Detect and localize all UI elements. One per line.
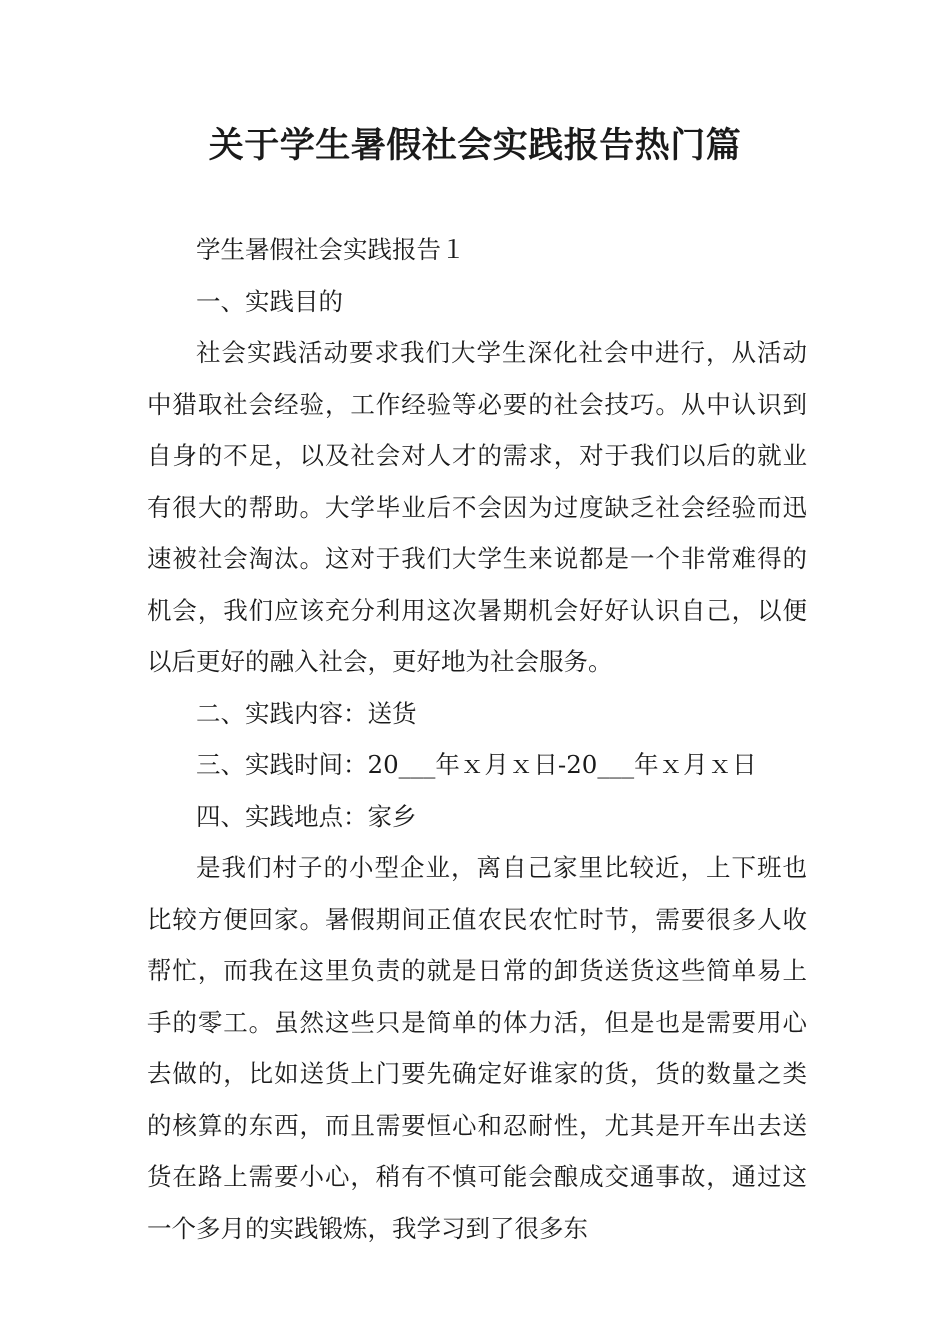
section-heading-location: 四、实践地点：家乡	[196, 801, 417, 831]
document-body	[147, 224, 807, 1254]
document-title: 关于学生暑假社会实践报告热门篇	[208, 126, 742, 166]
paragraph-details: 是我们村子的小型企业，离自己家里比较近，上下班也比较方便回家。暑假期间正值农民农忙时节，需要很多人收帮忙，而我在这里负责的就是日常的卸货送货这些简单易上手的零工。虽然这些只是简单的体力活，但是也是需要用心去做的，比如送货上门要先确定好谁家的货，货的数量之类的核算的东西，而且需要恒心和忍耐性，尤其是开车出去送货在路上需要小心，稍有不慎可能会酿成交通事故，通过这一个多月的实践锻炼，我学习到了很多东	[147, 853, 807, 1243]
section-heading-time: 三、实践时间：20___年ｘ月ｘ日-20___年ｘ月ｘ日	[196, 750, 757, 779]
report-subtitle: 学生暑假社会实践报告１	[196, 235, 466, 264]
paragraph-purpose: 社会实践活动要求我们大学生深化社会中进行，从活动中猎取社会经验，工作经验等必要的社会技巧。从中认识到自身的不足，以及社会对人才的需求，对于我们以后的就业有很大的帮助。大学毕业后不会因为过度缺乏社会经验而迅速被社会淘汰。这对于我们大学生来说都是一个非常难得的机会，我们应该充分利用这次暑期机会好好认识自己，以便以后更好的融入社会，更好地为社会服务。	[147, 338, 807, 676]
section-heading-purpose: 一、实践目的	[196, 286, 343, 316]
section-heading-content: 二、实践内容：送货	[196, 698, 417, 728]
